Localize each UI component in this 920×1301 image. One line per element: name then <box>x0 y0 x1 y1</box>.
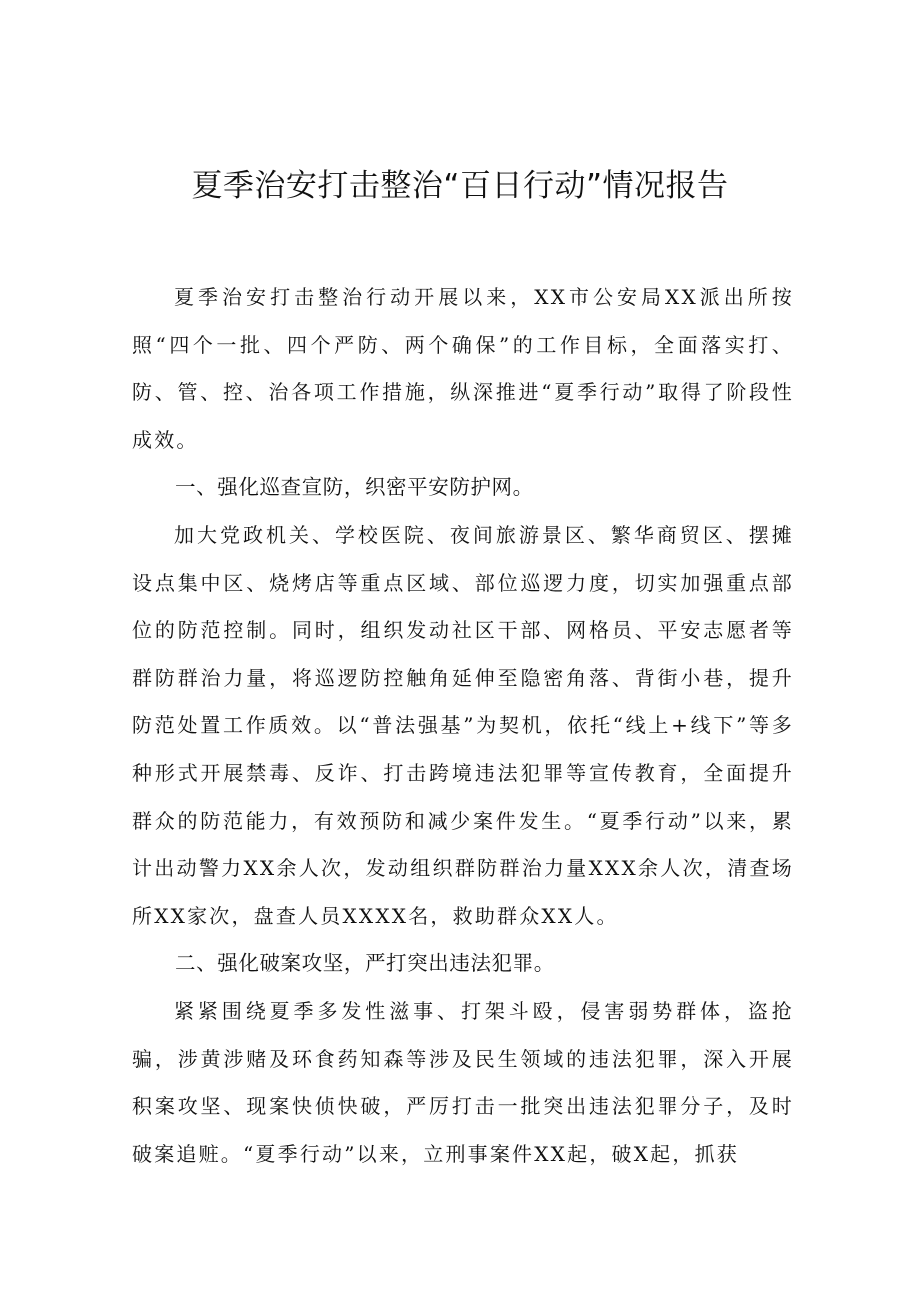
section-1-paragraph: 加大党政机关、学校医院、夜间旅游景区、繁华商贸区、摆摊设点集中区、烧烤店等重点区域、部位巡逻力度，切实加强重点部位的防范控制。同时，组织发动社区干部、网格员、平安志愿者等群防群治力量，将巡逻防控触角延伸至隐密角落、背街小巷，提升防范处置工作质效。以“普法强基”为契机，依托“线上+线下”等多种形式开展禁毒、反诈、打击跨境违法犯罪等宣传教育，全面提升群众的防范能力，有效预防和减少案件发生。“夏季行动”以来，累计出动警力XX余人次，发动组织群防群治力量XXX余人次，清查场所XX家次，盘查人员XXXX名，救助群众XX人。 <box>132 522 794 928</box>
section-2-heading: 二、强化破案攻坚，严打突出违法犯罪。 <box>175 951 555 976</box>
document-body <box>132 274 794 1178</box>
section-2-paragraph: 紧紧围绕夏季多发性滋事、打架斗殴，侵害弱势群体，盗抢骗，涉黄涉赌及环食药知森等涉及民生领域的违法犯罪，深入开展积案攻坚、现案快侦快破，严厉打击一批突出违法犯罪分子，及时破案追赃。“夏季行动”以来，立刑事案件XX起，破X起，抓获 <box>132 998 794 1166</box>
section-1-heading: 一、强化巡查宣防，织密平安防护网。 <box>175 475 534 500</box>
page-title: 夏季治安打击整治“百日行动”情况报告 <box>191 168 729 204</box>
intro-paragraph: 夏季治安打击整治行动开展以来，XX市公安局XX派出所按照“四个一批、四个严防、两个确保”的工作目标，全面落实打、防、管、控、治各项工作措施，纵深推进“夏季行动”取得了阶段性成效。 <box>132 285 794 452</box>
